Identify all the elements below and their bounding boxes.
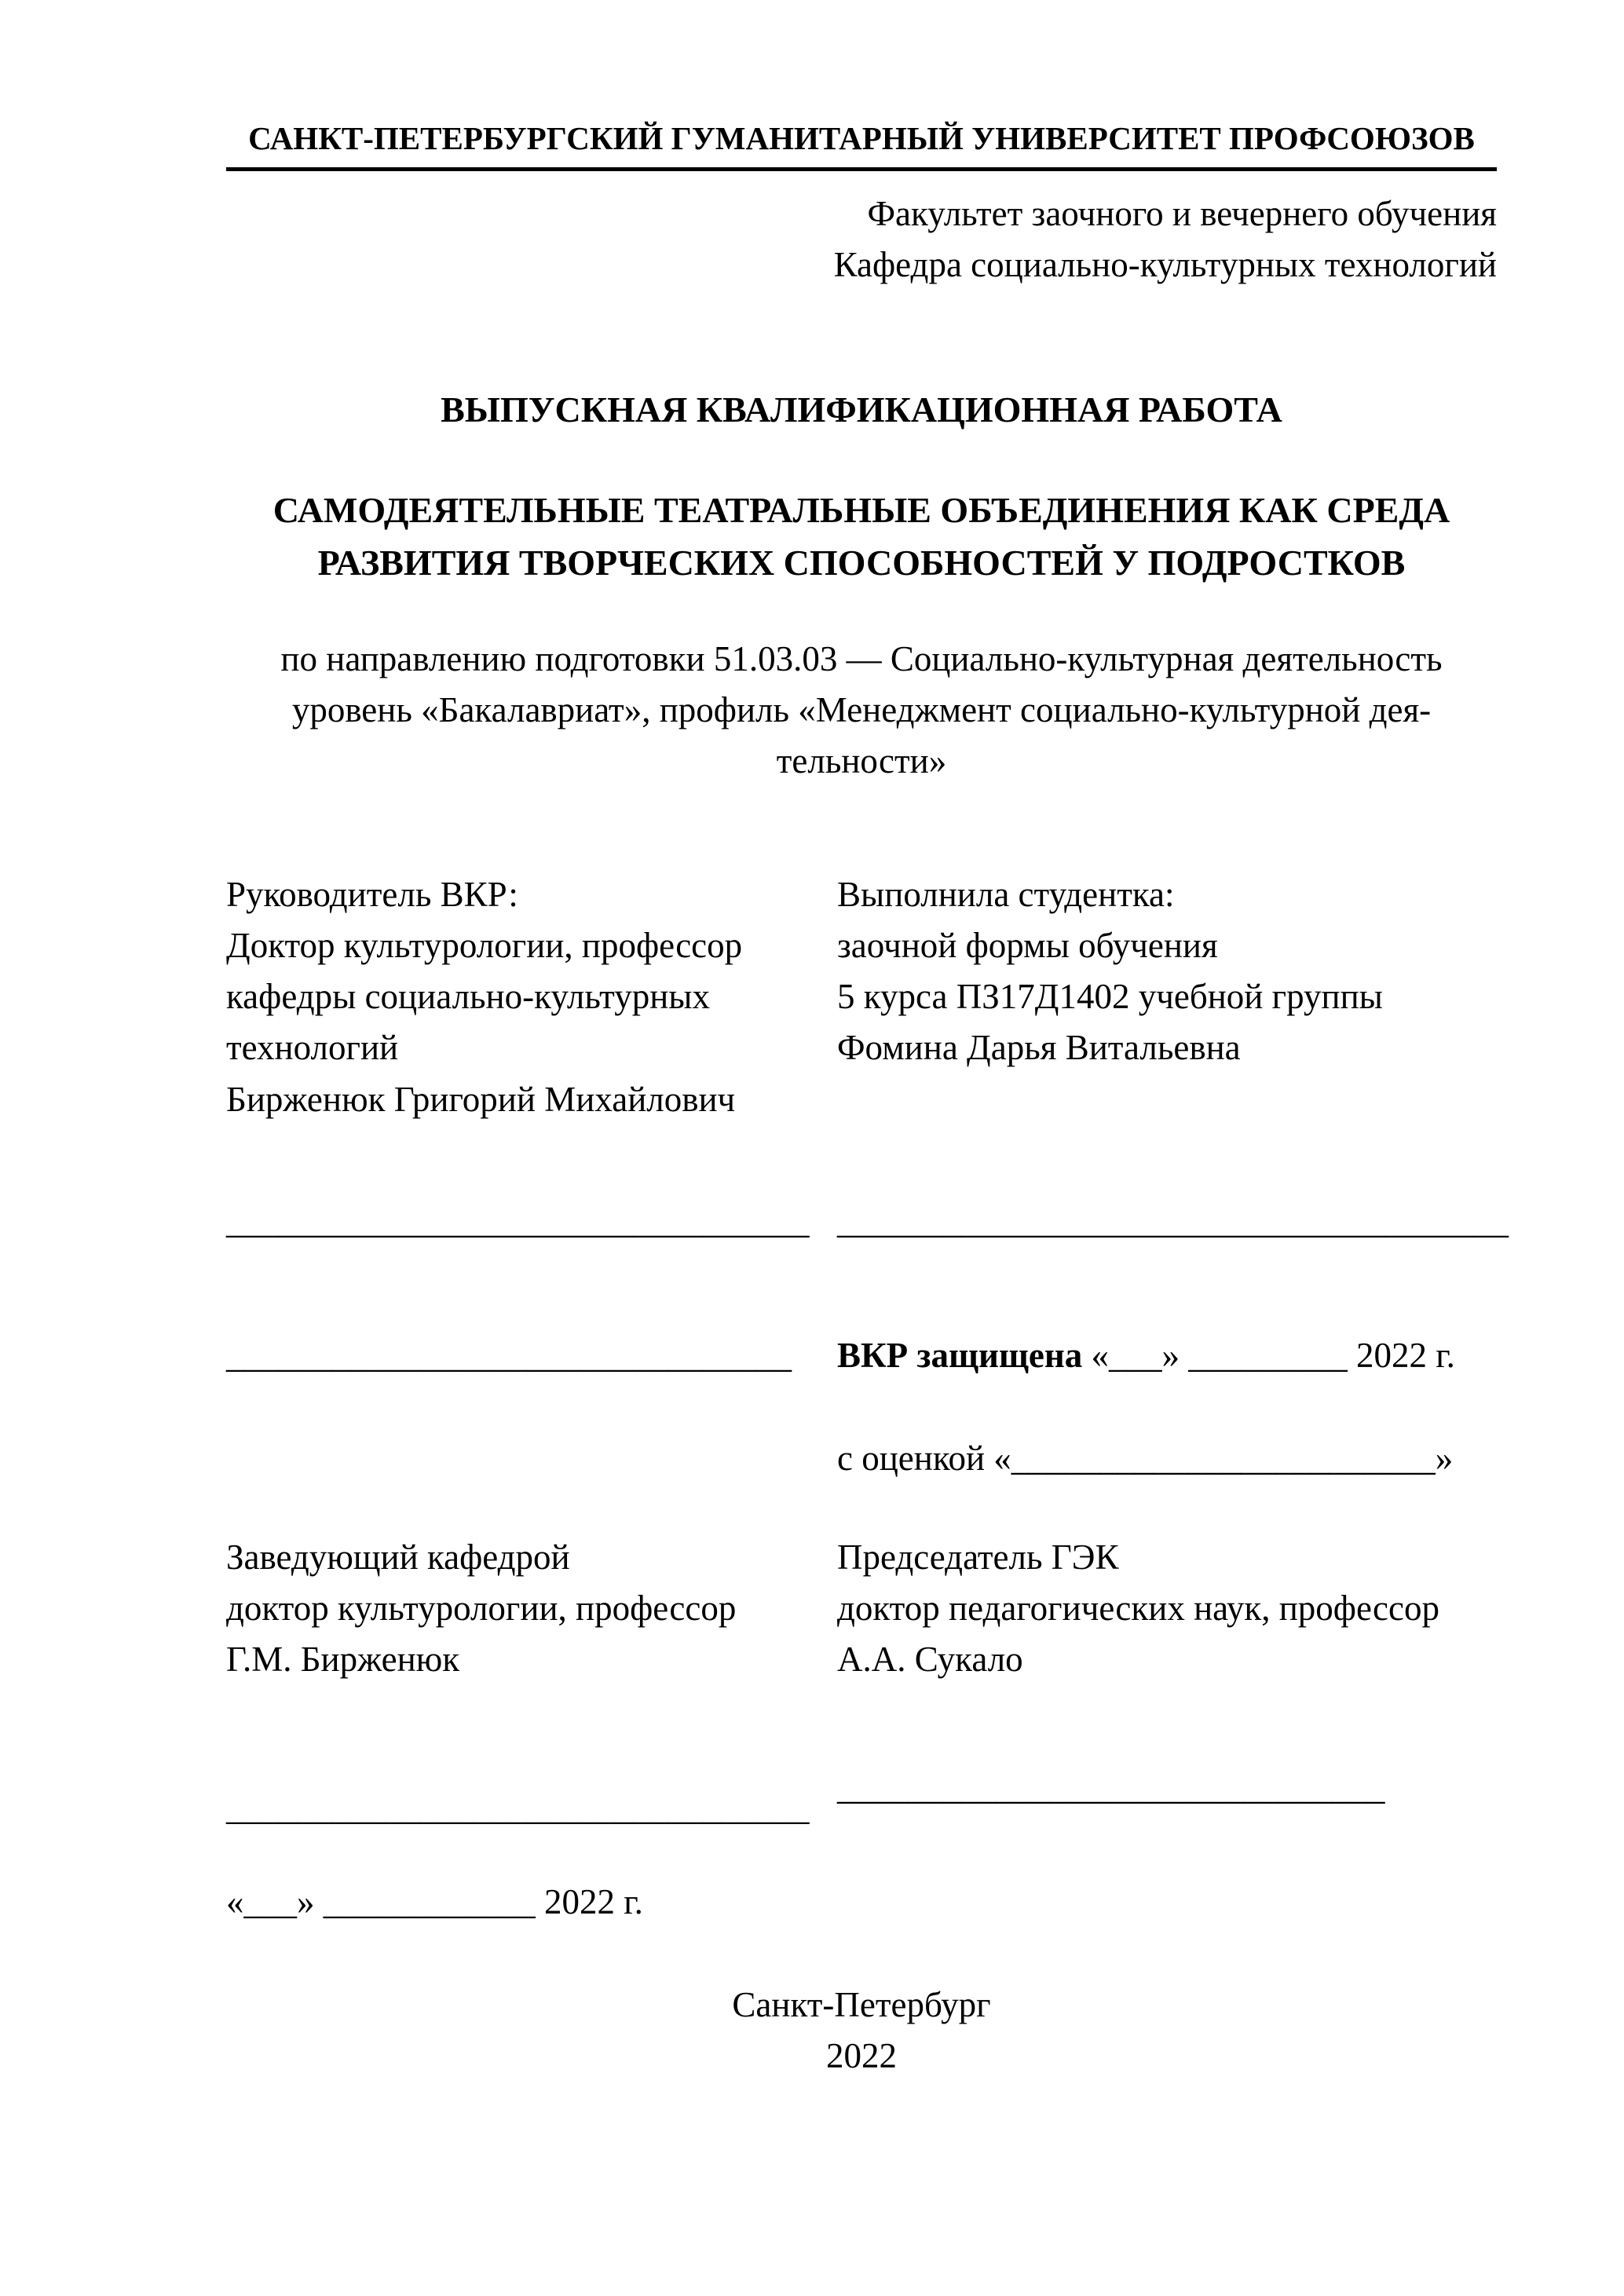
defense-date-line	[837, 1330, 1497, 1381]
defense-defended-label: ВКР защищена	[837, 1336, 1083, 1375]
student-block	[837, 869, 1497, 1125]
program-info	[226, 634, 1497, 788]
footer-city: Санкт-Петербург	[732, 1984, 991, 2024]
committee-chair-name: А.А. Сукало	[837, 1640, 1023, 1679]
faculty-name: Факультет заочного и вечернего обучения	[867, 194, 1497, 234]
university-name: САНКТ-ПЕТЕРБУРГСКИЙ ГУМАНИТАРНЫЙ УНИВЕРСИТЕТ ПРОФСОЮЗОВ	[226, 119, 1497, 171]
department-head-degree: доктор культурологии, профессор	[226, 1588, 737, 1628]
defense-date-blank: «___» _________ 2022 г.	[1082, 1336, 1455, 1375]
thesis-title-line2: РАЗВИТИЯ ТВОРЧЕСКИХ СПОСОБНОСТЕЙ У ПОДРОСТКОВ	[317, 543, 1406, 583]
supervisor-name: Бирженюк Григорий Михайлович	[226, 1079, 736, 1119]
signature-row-1	[226, 1196, 1509, 1247]
head-date-line: «___» ____________ 2022 г.	[226, 1881, 643, 1921]
left-signature-line-2: ________________________________	[226, 1336, 792, 1375]
department-head-block	[226, 1532, 837, 1686]
header-affiliation	[226, 188, 1497, 291]
grade-row	[226, 1433, 1497, 1484]
supervisor-student-row	[226, 869, 1497, 1125]
committee-chair-degree: доктор педагогических наук, профессор	[837, 1588, 1439, 1628]
supervisor-block	[226, 869, 837, 1125]
program-line2: уровень «Бакалавриат», профиль «Менеджмент социально-культурной дея-	[291, 690, 1432, 729]
department-name: Кафедра социально-культурных технологий	[833, 245, 1497, 285]
thesis-title	[226, 484, 1497, 589]
officials-row	[226, 1532, 1497, 1686]
department-head-signature-line: _________________________________	[226, 1788, 810, 1828]
defense-row	[226, 1330, 1497, 1381]
supervisor-degree-line2: кафедры социально-культурных	[226, 977, 711, 1016]
footer-year: 2022	[826, 2036, 897, 2075]
supervisor-signature-line: _________________________________	[226, 1201, 810, 1241]
program-line1: по направлению подготовки 51.03.03 — Социально-культурная деятельность	[280, 638, 1443, 678]
department-head-title: Заведующий кафедрой	[226, 1537, 570, 1577]
program-line3: тельности»	[776, 741, 947, 781]
document-type-heading: ВЫПУСКНАЯ КВАЛИФИКАЦИОННАЯ РАБОТА	[441, 389, 1282, 430]
signature-row-2	[226, 1768, 1497, 1834]
grade-row-spacer	[226, 1433, 837, 1484]
footer-block	[226, 1980, 1497, 2082]
supervisor-label: Руководитель ВКР:	[226, 874, 518, 914]
committee-chair-block	[837, 1532, 1497, 1686]
thesis-title-line1: САМОДЕЯТЕЛЬНЫЕ ТЕАТРАЛЬНЫЕ ОБЪЕДИНЕНИЯ КАК СРЕДА	[272, 490, 1450, 531]
grade-line: с оценкой «________________________»	[837, 1439, 1454, 1479]
department-head-name: Г.М. Бирженюк	[226, 1640, 460, 1679]
student-group-line: 5 курса ПЗ17Д1402 учебной группы	[837, 977, 1383, 1016]
committee-chair-title: Председатель ГЭК	[837, 1537, 1119, 1577]
committee-chair-signature-line: _______________________________	[837, 1768, 1385, 1808]
student-name: Фомина Дарья Витальевна	[837, 1028, 1241, 1068]
supervisor-degree-line3: технологий	[226, 1028, 399, 1068]
student-signature-line: ______________________________________	[837, 1201, 1509, 1241]
supervisor-degree-line1: Доктор культурологии, профессор	[226, 925, 743, 965]
student-label: Выполнила студентка:	[837, 874, 1175, 914]
student-form-line: заочной формы обучения	[837, 925, 1218, 965]
